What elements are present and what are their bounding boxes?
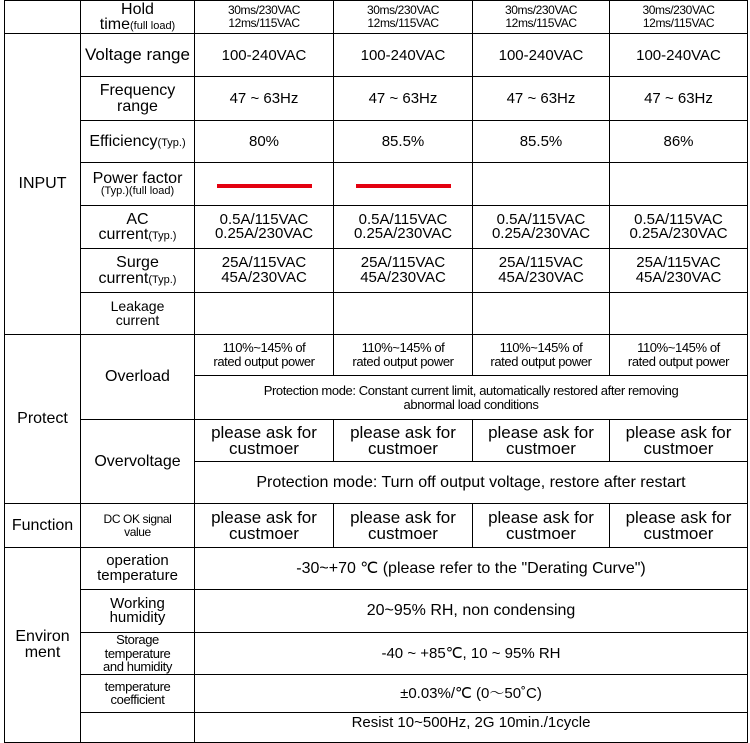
eff-cell-4: 86% <box>610 121 748 163</box>
ac-v3b: 0.25A/230VAC <box>491 225 591 242</box>
ol-v2a: 110%~145% of <box>361 340 445 356</box>
ol-v3b: rated output power <box>490 354 592 369</box>
category-function: Function <box>5 504 81 548</box>
ol-v1a: 110%~145% of <box>222 340 306 356</box>
dcok-v2a: please ask for <box>350 508 456 528</box>
row-label-frequency <box>81 77 195 121</box>
leak-cell-1 <box>195 293 334 335</box>
eff-cell-1: 80% <box>195 121 334 163</box>
tc-label-2: coefficient <box>110 692 165 708</box>
operation-temperature-cell: -30~+70 ℃ (please refer to the "Derating Curve") <box>195 548 748 590</box>
stor-label: Storage <box>116 632 159 647</box>
row-label-surge-current <box>81 249 195 293</box>
dcok-cell-1 <box>195 504 334 548</box>
ov-v3b: custmoer <box>506 438 576 458</box>
stor-label-2: temperature <box>104 645 171 661</box>
category-input: INPUT <box>5 34 81 335</box>
pf-cell-3 <box>473 163 610 206</box>
table-row-efficiency <box>5 121 748 163</box>
working-humidity-cell: 20~95% RH, non condensing <box>195 590 748 633</box>
row-label-operation-temperature <box>81 548 195 590</box>
ac-v4b: 0.25A/230VAC <box>629 225 728 242</box>
storage-cell: -40 ~ +85℃, 10 ~ 95% RH <box>195 633 748 675</box>
hold-v3b: 12ms/115VAC <box>505 16 577 30</box>
freq-label: Frequency <box>99 82 176 100</box>
table-row-ac-current <box>5 206 748 249</box>
dcok-label-2: value <box>124 524 151 539</box>
surge-v2a: 25A/115VAC <box>360 254 446 272</box>
table-row-overvoltage <box>5 420 748 462</box>
voltage-cell-4: 100-240VAC <box>610 34 748 77</box>
temp-coefficient-cell: ±0.03%/℃ (0〜50˚C) <box>195 674 748 712</box>
table-row-vibration <box>5 712 748 742</box>
table-row-overload <box>5 335 748 376</box>
ov-cell-1 <box>195 420 334 462</box>
ac-label: AC <box>126 210 149 228</box>
ac-v4a: 0.5A/115VAC <box>634 210 723 228</box>
stor-label-3: and humidity <box>103 659 172 675</box>
voltage-cell-1: 100-240VAC <box>195 34 334 77</box>
table-row-power-factor <box>5 163 748 206</box>
tc-label: temperature <box>104 678 171 694</box>
ov-v3a: please ask for <box>488 423 594 443</box>
ov-cell-4 <box>610 420 748 462</box>
category-environment <box>5 548 81 743</box>
surge-v4b: 45A/230VAC <box>635 268 722 286</box>
row-label-efficiency <box>81 121 195 163</box>
spec-table <box>4 0 748 743</box>
dcok-cell-2 <box>334 504 473 548</box>
voltage-cell-2: 100-240VAC <box>334 34 473 77</box>
hold-time-cell-2 <box>334 1 473 34</box>
ac-v1a: 0.5A/115VAC <box>219 210 309 228</box>
hold-label-sub: (full load) <box>129 20 176 32</box>
ov-v4b: custmoer <box>643 438 714 458</box>
surge-cell-2 <box>334 249 473 293</box>
surge-cell-1 <box>195 249 334 293</box>
hold-time-cell-3 <box>473 1 610 34</box>
overload-cell-4 <box>610 335 748 376</box>
ac-label-sub: (Typ.) <box>148 230 177 242</box>
leak-label: Leakage <box>110 298 165 315</box>
surge-label-sub: (Typ.) <box>148 273 177 286</box>
dcok-v1a: please ask for <box>211 508 317 528</box>
table-row-voltage-range <box>5 34 748 77</box>
surge-v1a: 25A/115VAC <box>221 254 307 272</box>
ov-v1b: custmoer <box>229 438 299 458</box>
table-row-temp-coefficient <box>5 674 748 712</box>
ov-v4a: please ask for <box>625 423 732 443</box>
hum-label-2: humidity <box>109 609 166 626</box>
env-cat-1: Environ <box>15 627 70 645</box>
dcok-cell-4 <box>610 504 748 548</box>
hold-v1b: 12ms/115VAC <box>228 16 300 30</box>
surge-cell-4 <box>610 249 748 293</box>
ac-v2b: 0.25A/230VAC <box>353 225 453 242</box>
freq-cell-4: 47 ~ 63Hz <box>610 77 748 121</box>
hold-v4b: 12ms/115VAC <box>642 16 715 30</box>
ov-v2b: custmoer <box>368 438 438 458</box>
row-label-power-factor <box>81 163 195 206</box>
leak-cell-2 <box>334 293 473 335</box>
freq-cell-2: 47 ~ 63Hz <box>334 77 473 121</box>
ov-v1a: please ask for <box>211 423 317 443</box>
ol-v1b: rated output power <box>213 354 315 369</box>
category-cell-blank <box>5 1 81 34</box>
eff-cell-2: 85.5% <box>334 121 473 163</box>
hold-label-time: time <box>99 16 130 33</box>
ol-v2b: rated output power <box>352 354 454 369</box>
hold-time-cell-4 <box>610 1 748 34</box>
hold-v1a: 30ms/230VAC <box>227 3 301 18</box>
surge-v1b: 45A/230VAC <box>221 268 307 286</box>
dcok-v3b: custmoer <box>506 523 576 543</box>
table-row-working-humidity <box>5 590 748 633</box>
row-label-overvoltage: Overvoltage <box>81 420 195 504</box>
surge-v3b: 45A/230VAC <box>498 268 584 286</box>
optemp-label-2: temperature <box>97 566 178 584</box>
redline-mark <box>217 184 312 188</box>
hold-v2b: 12ms/115VAC <box>367 16 439 30</box>
voltage-cell-3: 100-240VAC <box>473 34 610 77</box>
row-label-storage <box>81 633 195 675</box>
dcok-v1b: custmoer <box>229 523 299 543</box>
ac-v3a: 0.5A/115VAC <box>496 210 586 228</box>
overload-mode-cell <box>195 376 748 420</box>
row-label-dc-ok <box>81 504 195 548</box>
surge-cell-3 <box>473 249 610 293</box>
ol-mode-2: abnormal load conditions <box>403 396 539 412</box>
ac-cell-3 <box>473 206 610 249</box>
table-row-hold-time <box>5 1 748 34</box>
hold-label-2 <box>83 17 192 32</box>
dcok-v4a: please ask for <box>625 508 732 528</box>
ol-v4a: 110%~145% of <box>637 340 720 356</box>
overvoltage-mode-cell: Protection mode: Turn off output voltage, restore after restart <box>195 462 748 504</box>
env-cat-2: ment <box>24 643 61 661</box>
pf-label-sub: (Typ.)(full load) <box>100 185 175 198</box>
redline-mark <box>356 184 451 188</box>
ol-v3a: 110%~145% of <box>499 340 583 356</box>
category-protect: Protect <box>5 335 81 504</box>
vibration-cell: Resist 10~500Hz, 2G 10min./1cycle <box>195 712 748 742</box>
ac-label-2 <box>83 227 192 242</box>
ac-label-current: current <box>98 226 149 243</box>
row-label-temp-coefficient <box>81 674 195 712</box>
hold-v2a: 30ms/230VAC <box>366 3 440 18</box>
ac-cell-1 <box>195 206 334 249</box>
freq-cell-1: 47 ~ 63Hz <box>195 77 334 121</box>
pf-cell-4 <box>610 163 748 206</box>
row-label-hold-time <box>81 1 195 34</box>
row-label-vibration <box>81 712 195 742</box>
ac-v1b: 0.25A/230VAC <box>214 225 314 242</box>
leak-cell-3 <box>473 293 610 335</box>
overload-cell-2 <box>334 335 473 376</box>
hold-label: Hold <box>121 0 154 18</box>
table-row-leakage-current <box>5 293 748 335</box>
eff-label: Efficiency <box>89 132 158 150</box>
dcok-v2b: custmoer <box>368 523 438 543</box>
table-row-storage <box>5 633 748 675</box>
row-label-working-humidity <box>81 590 195 633</box>
overload-cell-1 <box>195 335 334 376</box>
ov-v2a: please ask for <box>350 423 456 443</box>
surge-v2b: 45A/230VAC <box>360 268 446 286</box>
overload-cell-3 <box>473 335 610 376</box>
surge-label-current: current <box>98 269 149 287</box>
eff-cell-3: 85.5% <box>473 121 610 163</box>
dcok-v3a: please ask for <box>488 508 594 528</box>
surge-v3a: 25A/115VAC <box>498 254 584 272</box>
surge-label: Surge <box>116 254 159 272</box>
leak-cell-4 <box>610 293 748 335</box>
table-row-surge-current <box>5 249 748 293</box>
hold-v4a: 30ms/230VAC <box>642 3 715 18</box>
ac-v2a: 0.5A/115VAC <box>358 210 448 228</box>
dcok-cell-3 <box>473 504 610 548</box>
row-label-overload: Overload <box>81 335 195 420</box>
eff-label-sub: (Typ.) <box>157 136 186 149</box>
ac-cell-2 <box>334 206 473 249</box>
ac-cell-4 <box>610 206 748 249</box>
surge-v4a: 25A/115VAC <box>636 254 721 272</box>
ol-mode-1: Protection mode: Constant current limit, automatically restored after removing <box>263 382 679 398</box>
ol-v4b: rated output power <box>627 354 730 369</box>
pf-cell-1 <box>195 163 334 206</box>
table-row-frequency <box>5 77 748 121</box>
table-row-operation-temperature <box>5 548 748 590</box>
pf-label: Power factor <box>92 170 183 188</box>
hum-label: Working <box>110 594 165 612</box>
row-label-voltage-range: Voltage range <box>81 34 195 77</box>
leak-label-2: current <box>115 311 160 328</box>
ov-cell-3 <box>473 420 610 462</box>
dcok-label: DC OK signal <box>103 511 172 526</box>
hold-time-cell-1 <box>195 1 334 34</box>
freq-cell-3: 47 ~ 63Hz <box>473 77 610 121</box>
ov-cell-2 <box>334 420 473 462</box>
hold-v3a: 30ms/230VAC <box>504 3 578 18</box>
dcok-v4b: custmoer <box>643 523 714 543</box>
row-label-ac-current <box>81 206 195 249</box>
surge-label-2 <box>83 271 192 286</box>
table-row-dc-ok <box>5 504 748 548</box>
optemp-label: operation <box>106 552 169 570</box>
row-label-leakage-current <box>81 293 195 335</box>
freq-label-2: range <box>117 97 158 115</box>
pf-cell-2 <box>334 163 473 206</box>
